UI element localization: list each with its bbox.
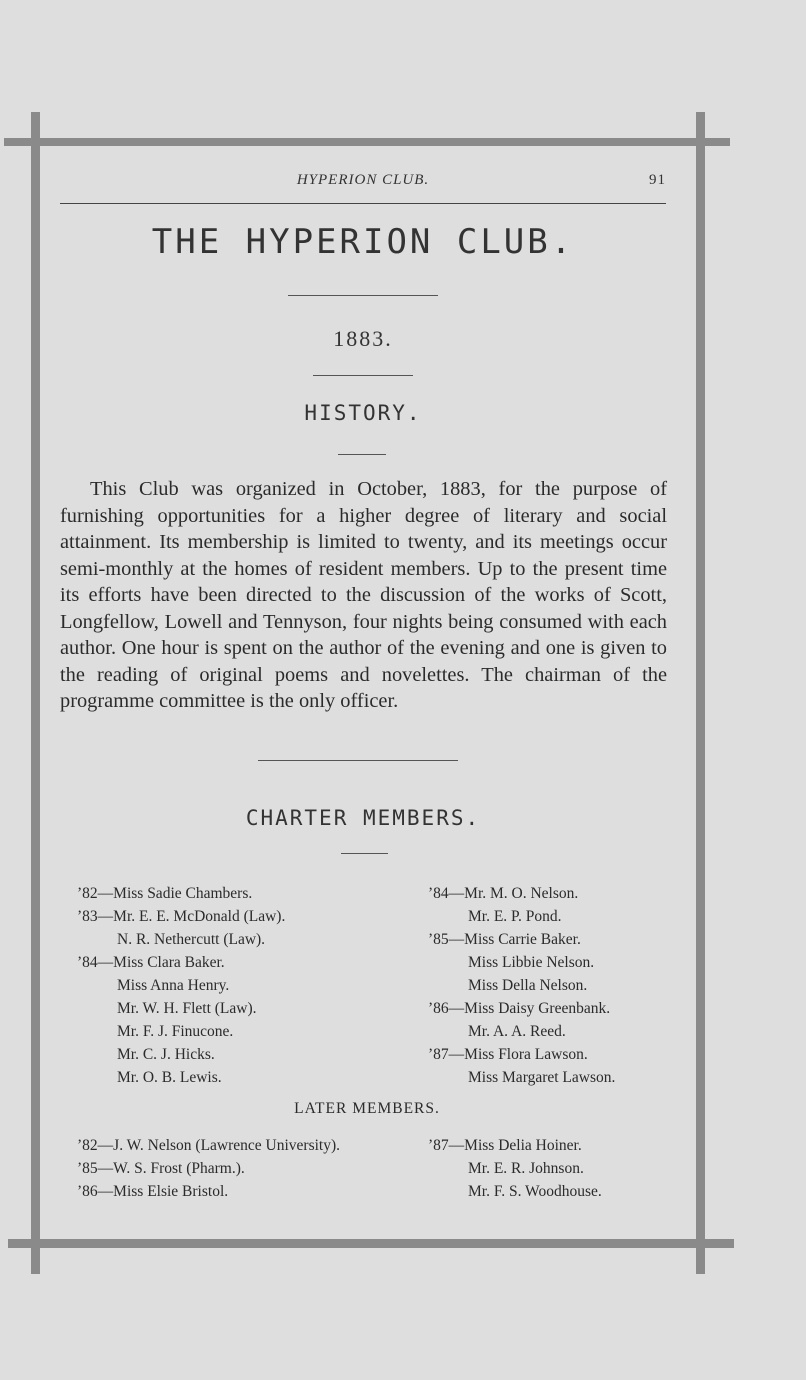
running-head [60, 172, 666, 192]
list-item: ’86—Miss Daisy Greenbank. [428, 1000, 611, 1017]
divider-rule [288, 295, 438, 296]
year-heading: 1883. [333, 326, 393, 351]
list-item: ’87—Miss Delia Hoiner. [428, 1137, 582, 1154]
list-item: ’85—Miss Carrie Baker. [428, 931, 581, 948]
later-members-left-list [77, 1134, 340, 1203]
list-item: ’86—Miss Elsie Bristol. [77, 1183, 229, 1200]
list-item: ’84—Mr. M. O. Nelson. [428, 885, 579, 902]
page-number: 91 [649, 172, 666, 188]
list-item: ’87—Miss Flora Lawson. [428, 1046, 588, 1063]
list-item: ’85—W. S. Frost (Pharm.). [77, 1160, 245, 1177]
list-item: Miss Libbie Nelson. [468, 954, 595, 971]
divider-rule [341, 853, 388, 854]
frame-right-bar [696, 112, 705, 1274]
list-item: Miss Anna Henry. [117, 977, 230, 994]
later-members-heading: LATER MEMBERS. [294, 1100, 440, 1117]
divider-rule [313, 375, 413, 376]
list-item: ’83—Mr. E. E. McDonald (Law). [77, 908, 286, 925]
frame-bottom-bar [8, 1239, 734, 1248]
list-item: Miss Della Nelson. [468, 977, 588, 994]
history-paragraph: This Club was organized in October, 1883, for the purpose of furnishing opportunities for a higher degree of literary and social attainment. Its membership is limited to twenty, and its meetings occur semi-monthly at the homes of resident members. Up to the present time its efforts have been directed to the discussion of the works of Scott, Longfellow, Lowell and Tennyson, four nights being consumed with each author. One hour is spent on the author of the evening and one is given to the reading of original poems and novelettes. The chairman of the programme committee is the only officer. [60, 478, 667, 712]
list-item: Mr. E. P. Pond. [468, 908, 562, 925]
charter-members-left-list [77, 882, 285, 1089]
page-title: THE HYPERION CLUB. [151, 222, 575, 262]
list-item: Mr. A. A. Reed. [468, 1023, 566, 1040]
charter-members-heading: CHARTER MEMBERS. [245, 806, 481, 830]
list-item: Mr. W. H. Flett (Law). [117, 1000, 257, 1017]
list-item: Mr. F. J. Finucone. [117, 1023, 234, 1040]
list-item: Mr. O. B. Lewis. [117, 1069, 222, 1086]
divider-rule [338, 454, 386, 455]
frame-top-bar [4, 138, 730, 146]
list-item: ’82—Miss Sadie Chambers. [77, 885, 253, 902]
divider-rule [258, 760, 458, 761]
list-item: N. R. Nethercutt (Law). [117, 931, 266, 948]
list-item: Mr. F. S. Woodhouse. [468, 1183, 602, 1200]
charter-members-right-list [428, 882, 615, 1089]
later-members-right-list [428, 1134, 602, 1203]
frame-left-bar [31, 112, 40, 1274]
running-head-title: HYPERION CLUB. [296, 172, 430, 188]
history-heading: HISTORY. [304, 401, 422, 425]
header-rule [60, 203, 666, 204]
list-item: Mr. C. J. Hicks. [117, 1046, 215, 1063]
list-item: Miss Margaret Lawson. [468, 1069, 616, 1086]
list-item: ’84—Miss Clara Baker. [77, 954, 225, 971]
list-item: ’82—J. W. Nelson (Lawrence University). [77, 1137, 341, 1154]
list-item: Mr. E. R. Johnson. [468, 1160, 584, 1177]
